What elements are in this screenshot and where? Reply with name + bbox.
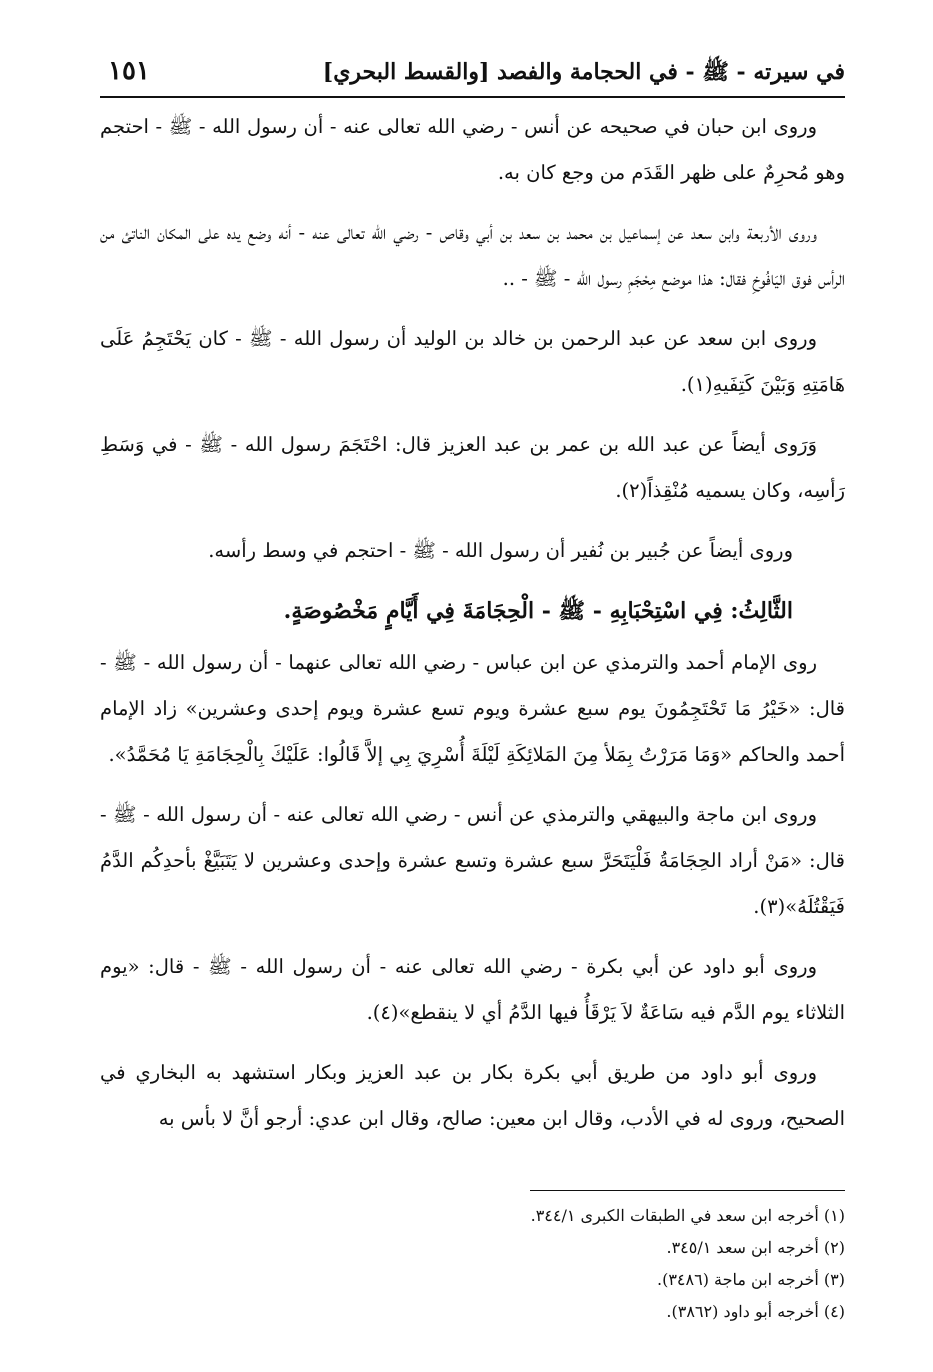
running-header [100,48,845,94]
paragraph-abdullah: وَرَوى أيضاً عن عبد الله بن عمر بن عبد العزيز قال: احْتَجَمَ رسول الله - ﷺ - في وَسَطِ رَأسِه، وكان يسميه مُنْقِذاً(٢). [100,433,845,502]
paragraph-abu-dawud: وروى أبو داود عن أبي بكرة - رضي الله تعالى عنه - أن رسول الله - ﷺ - قال: «يوم الثلاثاء يوم الدَّم فيه سَاعَةٌ لاَ يَرْقَأُ فيها الدَّمُ أي لا ينقطع»(٤). [100,955,845,1024]
paragraph-arbaa: وروى الأربعة وابن سعد عن إسماعيل بن محمد بن سعد بن أبي وقاص - رضي الله تعالى عنه - أنه وضع يده على المكان الناتئ من الرأس فوق اليَافُوخِ فقال: هذا موضع مِحْجَمِ رسول الله - ﷺ - .. [100,221,845,290]
paragraph-abu-bakra: وروى أبو داود من طريق أبي بكرة بكار بن عبد العزيز وبكار استشهد به البخاري في الصحيح، وروى له في الأدب، وقال ابن معين: صالح، وقال ابن عدي: أرجو أنَّ لا بأس به [100,1061,845,1130]
paragraph-ibn-saad: وروى ابن سعد عن عبد الرحمن بن خالد بن الوليد أن رسول الله - ﷺ - كان يَحْتَجِمُ عَلَى هَامَتِهِ وَبَيْنَ كَتِفَيهِ(١). [100,327,845,396]
paragraph-ibn-majah: وروى ابن ماجة والبيهقي والترمذي عن أنس - رضي الله تعالى عنه - أن رسول الله - ﷺ - قال: «مَنْ أراد الحِجَامَةُ فَلْيَتَحَرَّ سبع عشرة وتسع عشرة وإحدى وعشرين لا يَتَبَيَّغْ بأحدِكُم الدَّمُ فَيَقْتُلَهُ»(٣). [100,803,845,918]
page-number: ١٥١ [108,56,150,86]
footnote: (٣) أخرجه ابن ماجة (٣٤٨٦). [657,1270,845,1289]
footnote: (٢) أخرجه ابن سعد ٣٤٥/١. [666,1238,845,1257]
footnote: (١) أخرجه ابن سعد في الطبقات الكبرى ٣٤٤/١. [530,1206,845,1225]
paragraph-ahmad-tirmidhi: روى الإمام أحمد والترمذي عن ابن عباس - رضي الله تعالى عنهما - أن رسول الله - ﷺ - قال: «خَيْرُ مَا تَحْتَجِمُونَ يوم سبع عشرة ويوم تسع عشرة ويوم إحدى وعشرين» زاد الإمام أحمد والحاكم «وَمَا مَرَرْتُ بِمَلأ مِنَ المَلائِكَةِ لَيْلَةَ أُسْرِيَ بِي إلاَّ قَالُوا: عَلَيْكَ بِالْحِجَامَةِ يَا مُحَمَّدُ». [100,651,845,766]
header-rule [100,96,845,98]
footnotes [100,1200,845,1328]
footnote-rule [530,1190,845,1191]
paragraph-ibn-hibban: وروى ابن حبان في صحيحه عن أنس - رضي الله تعالى عنه - أن رسول الله - ﷺ - احتجم وهو مُحرِمٌ على ظهر القَدَم من وجع كان به. [100,115,845,184]
running-title: في سيرته - ﷺ - في الحجامة والفصد [والقسط البحري] [322,59,845,85]
footnote: (٤) أخرجه أبو داود (٣٨٦٢). [666,1302,845,1321]
paragraph-jubair: وروى أيضاً عن جُبير بن نُفير أن رسول الله - ﷺ - احتجم في وسط رأسه. [208,539,793,562]
section-heading: الثَّالِثُ: فِي اسْتِحْبَابِهِ - ﷺ - الْحِجَامَةَ فِي أَيَّامٍ مَخْصُوصَةٍ. [283,598,793,624]
main-text [100,104,845,1156]
